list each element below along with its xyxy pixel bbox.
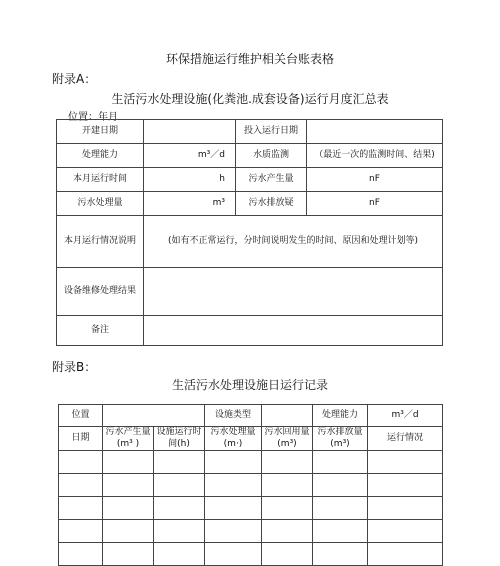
capacity-label: 处理能力 bbox=[57, 144, 144, 168]
discharge-unit: nF bbox=[307, 192, 443, 216]
appendix-a-title: 生活污水处理设施(化粪池.成套设备)运行月度汇总表 bbox=[111, 92, 389, 106]
treated-volume-label: 污水处理量 bbox=[57, 192, 144, 216]
location-value bbox=[103, 405, 205, 427]
location-header: 位置 bbox=[59, 405, 103, 427]
page-title: 环保措施运行维护相关台账表格 bbox=[165, 52, 334, 66]
run-description-note: (如有不正常运行，分时间说明发生的时间、原因和处理计划等) bbox=[144, 216, 443, 268]
treated-unit: m³ bbox=[144, 192, 236, 216]
maintenance-value bbox=[144, 268, 443, 316]
table-row bbox=[57, 268, 443, 316]
run-description-label: 本月运行情况说明 bbox=[57, 216, 144, 268]
remarks-label: 备注 bbox=[57, 316, 144, 346]
remarks-value bbox=[144, 316, 443, 346]
capacity-header: 处理能力 bbox=[313, 405, 368, 427]
operate-date-value bbox=[307, 120, 443, 144]
table-row bbox=[59, 543, 443, 566]
table-row bbox=[59, 427, 443, 451]
capacity-unit-b: m³／d bbox=[368, 405, 443, 427]
sewage-reused-header: 污水回用量(m³) bbox=[262, 427, 313, 451]
appendix-b-title: 生活污水处理设施日运行记录 bbox=[171, 378, 328, 392]
facility-runtime-header: 设施运行时间(h) bbox=[154, 427, 205, 451]
sludge-output-label: 污水产生量 bbox=[236, 168, 307, 192]
facility-type-header: 设施类型 bbox=[205, 405, 262, 427]
operation-status-header: 运行情况 bbox=[368, 427, 443, 451]
facility-type-value bbox=[262, 405, 313, 427]
table-row bbox=[57, 192, 443, 216]
appendix-a-label: 附录A： bbox=[52, 72, 97, 86]
water-quality-note: （最近一次的监测时间、结果) bbox=[307, 144, 443, 168]
maintenance-label: 设备维修处理结果 bbox=[57, 268, 144, 316]
sludge-unit: nF bbox=[307, 168, 443, 192]
table-row bbox=[57, 168, 443, 192]
build-date-value bbox=[144, 120, 236, 144]
table-row bbox=[59, 474, 443, 497]
table-row bbox=[59, 451, 443, 474]
build-date-label: 开建日期 bbox=[57, 120, 144, 144]
capacity-unit: m³／d bbox=[144, 144, 236, 168]
runtime-unit: h bbox=[144, 168, 236, 192]
monthly-runtime-label: 本月运行时间 bbox=[57, 168, 144, 192]
table-row bbox=[57, 144, 443, 168]
table-row bbox=[59, 520, 443, 543]
location-line: 位置：年月 bbox=[68, 112, 118, 123]
discharge-volume-label: 污水排放疑 bbox=[236, 192, 307, 216]
appendix-b-label: 附录B： bbox=[52, 360, 97, 374]
table-row bbox=[57, 216, 443, 268]
monthly-summary-table bbox=[56, 119, 443, 346]
table-row bbox=[59, 405, 443, 427]
table-row bbox=[59, 497, 443, 520]
table-row bbox=[57, 316, 443, 346]
sewage-treated-header: 污水处理量(m·) bbox=[205, 427, 262, 451]
table-row bbox=[57, 120, 443, 144]
sewage-discharged-header: 污水排放量(m³) bbox=[313, 427, 368, 451]
date-header: 日期 bbox=[59, 427, 103, 451]
sewage-generated-header: 污水产生量(m³ ) bbox=[103, 427, 154, 451]
operate-date-label: 投入运行日期 bbox=[236, 120, 307, 144]
water-quality-label: 水质监测 bbox=[236, 144, 307, 168]
daily-record-table bbox=[58, 404, 443, 566]
